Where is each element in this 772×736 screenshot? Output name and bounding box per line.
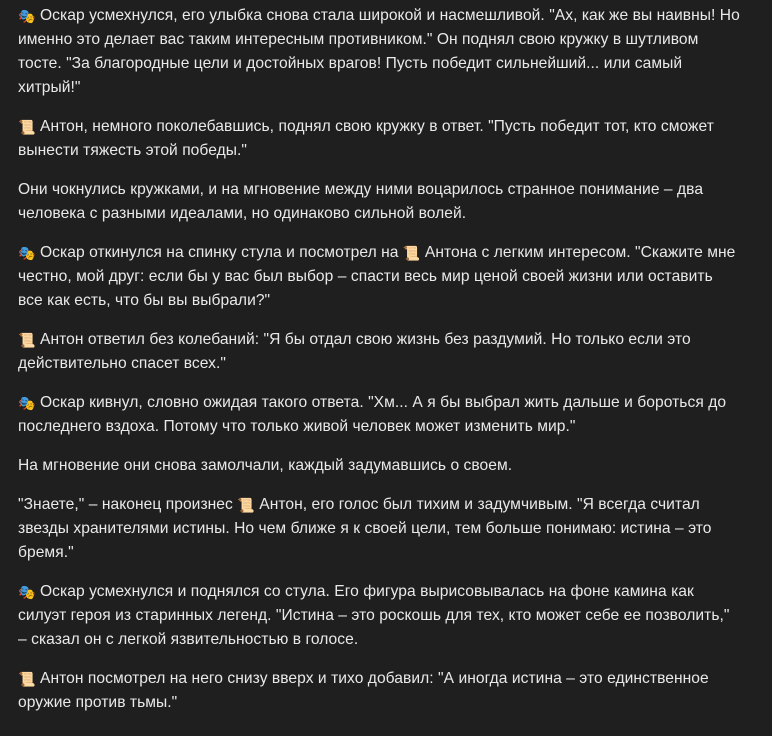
paragraph-text: Они чокнулись кружками, и на мгновение между ними воцарилось странное понимание – два человека с разными идеалами, но одинаково сильной волей.	[18, 181, 704, 222]
paragraph-text-part-b: Антона с легким интересом. "Скажите мне честно, мой друг: если бы у вас был выбор – спасти весь мир ценой своей жизни или оставить все как есть, что бы вы выбрали?"	[18, 244, 736, 309]
paragraph-4	[18, 241, 740, 313]
theater-masks-icon: 🎭	[18, 9, 36, 25]
scroll-icon: 📜	[237, 498, 255, 514]
paragraph-1	[18, 4, 740, 100]
paragraph-2	[18, 115, 740, 163]
paragraph-3	[18, 178, 740, 226]
paragraph-text-part-a: Оскар откинулся на спинку стула и посмотрел на	[40, 244, 399, 261]
paragraph-text: Антон, немного поколебавшись, поднял свою кружку в ответ. "Пусть победит тот, кто сможет вынести тяжесть этой победы."	[18, 118, 714, 159]
paragraph-5	[18, 328, 740, 376]
paragraph-text-part-b: Антон, его голос был тихим и задумчивым. "Я всегда считал звезды хранителями истины. Но чем ближе я к своей цели, тем больше понимаю: истина – это бремя."	[18, 496, 712, 561]
theater-masks-icon: 🎭	[18, 585, 36, 601]
scroll-icon: 📜	[402, 246, 421, 262]
paragraph-text: Оскар усмехнулся, его улыбка снова стала широкой и насмешливой. "Ах, как же вы наивны! Но именно это делает вас таким интересным противником." Он поднял свою кружку в шутливом тосте. "За благородные цели и достойных врагов! Пусть победит сильнейший... или самый хитрый!"	[18, 7, 740, 96]
paragraph-text: Антон посмотрел на него снизу вверх и тихо добавил: "А иногда истина – это единственное оружие против тьмы."	[18, 670, 709, 711]
paragraph-9	[18, 580, 740, 652]
paragraph-text: Оскар усмехнулся и поднялся со стула. Его фигура вырисовывалась на фоне камина как силуэт героя из старинных легенд. "Истина – это роскошь для тех, кто может себе ее позволить," – сказал он с легкой язвительностью в голосе.	[18, 583, 730, 648]
paragraph-text-part-a: "Знаете," – наконец произнес	[18, 496, 233, 513]
scroll-icon: 📜	[18, 120, 36, 136]
scroll-icon: 📜	[18, 333, 36, 349]
paragraph-text: Антон ответил без колебаний: "Я бы отдал свою жизнь без раздумий. Но только если это действительно спасет всех."	[18, 331, 691, 372]
theater-masks-icon: 🎭	[18, 396, 36, 412]
scroll-icon: 📜	[18, 672, 36, 688]
paragraph-6	[18, 391, 740, 439]
paragraph-10	[18, 667, 740, 715]
paragraph-text: Оскар кивнул, словно ожидая такого ответа. "Хм... А я бы выбрал жить дальше и бороться до последнего вздоха. Потому что только живой человек может изменить мир."	[18, 394, 727, 435]
theater-masks-icon: 🎭	[18, 246, 36, 262]
paragraph-7	[18, 454, 740, 478]
paragraph-text: На мгновение они снова замолчали, каждый задумавшись о своем.	[18, 457, 513, 474]
paragraph-8	[18, 493, 740, 565]
